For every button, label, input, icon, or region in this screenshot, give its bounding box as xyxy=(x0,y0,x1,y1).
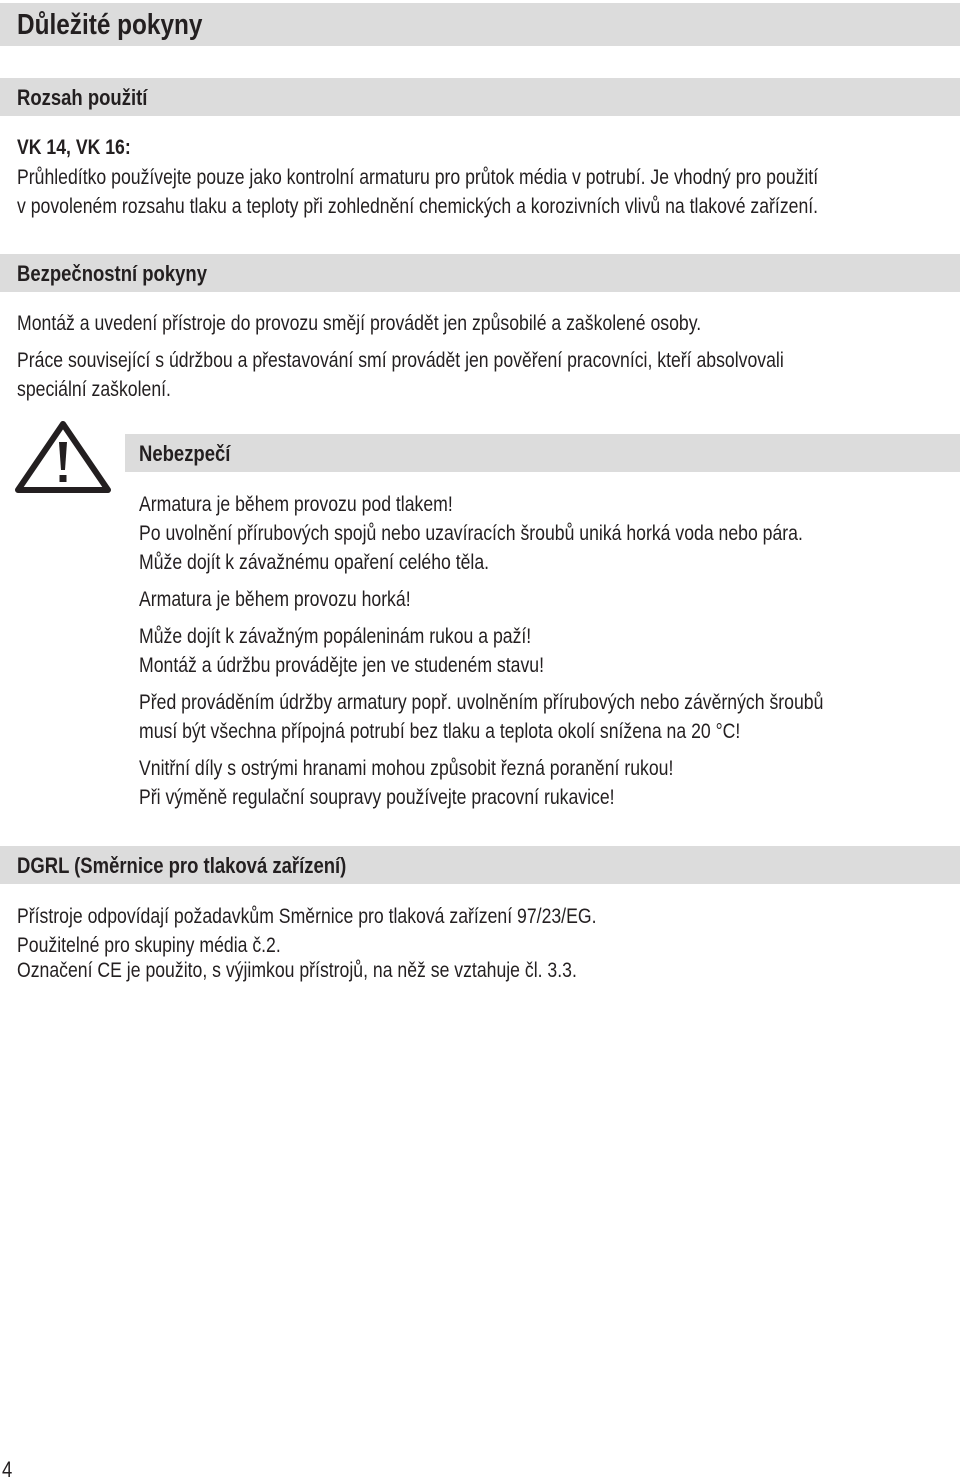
danger-line: Před prováděním údržby armatury popř. uvolněním přírubových nebo závěrných šroubů xyxy=(139,691,824,714)
safety-line: speciální zaškolení. xyxy=(17,378,171,401)
danger-heading-band xyxy=(125,434,960,472)
dgrl-line: Označení CE je použito, s výjimkou přístrojů, na něž se vztahuje čl. 3.3. xyxy=(17,959,577,982)
danger-line: Při výměně regulační soupravy používejte pracovní rukavice! xyxy=(139,786,615,809)
danger-line: Montáž a údržbu provádějte jen ve studeném stavu! xyxy=(139,654,544,677)
danger-line: Armatura je během provozu pod tlakem! xyxy=(139,493,453,516)
safety-line: Montáž a uvedení přístroje do provozu smějí provádět jen způsobilé a zaškolené osoby. xyxy=(17,312,702,335)
danger-line: Armatura je během provozu horká! xyxy=(139,588,411,611)
danger-heading: Nebezpečí xyxy=(139,441,231,466)
section-heading-dgrl-band xyxy=(0,846,960,884)
section-heading-usage-band xyxy=(0,78,960,116)
section-heading-usage: Rozsah použití xyxy=(17,85,148,110)
usage-line: v povoleném rozsahu tlaku a teploty při zohlednění chemických a korozivních vlivů na tlakové zařízení. xyxy=(17,195,819,218)
usage-model-line: VK 14, VK 16: xyxy=(17,136,131,159)
danger-line: Po uvolnění přírubových spojů nebo uzavíracích šroubů uniká horká voda nebo pára. xyxy=(139,522,803,545)
dgrl-line: Použitelné pro skupiny média č.2. xyxy=(17,934,281,957)
danger-line: Může dojít k závažnému opaření celého těla. xyxy=(139,551,490,574)
section-heading-dgrl: DGRL (Směrnice pro tlaková zařízení) xyxy=(17,853,347,878)
usage-line: Průhledítko používejte pouze jako kontrolní armaturu pro průtok média v potrubí. Je vhodný pro použití xyxy=(17,166,819,189)
dgrl-line: Přístroje odpovídají požadavkům Směrnice pro tlaková zařízení 97/23/EG. xyxy=(17,905,597,928)
danger-line: Vnitřní díly s ostrými hranami mohou způsobit řezná poranění rukou! xyxy=(139,757,674,780)
page-title: Důležité pokyny xyxy=(17,9,203,41)
page-number: 4 xyxy=(2,1457,13,1482)
warning-triangle-icon xyxy=(14,420,112,494)
section-heading-safety: Bezpečnostní pokyny xyxy=(17,261,207,286)
danger-line: Může dojít k závažným popáleninám rukou a paží! xyxy=(139,625,532,648)
danger-line: musí být všechna přípojná potrubí bez tlaku a teplota okolí snížena na 20 °C! xyxy=(139,720,741,743)
section-heading-safety-band xyxy=(0,254,960,292)
page-title-band xyxy=(0,3,960,46)
safety-line: Práce související s údržbou a přestavování smí provádět jen pověření pracovníci, kteří absolvovali xyxy=(17,349,784,372)
